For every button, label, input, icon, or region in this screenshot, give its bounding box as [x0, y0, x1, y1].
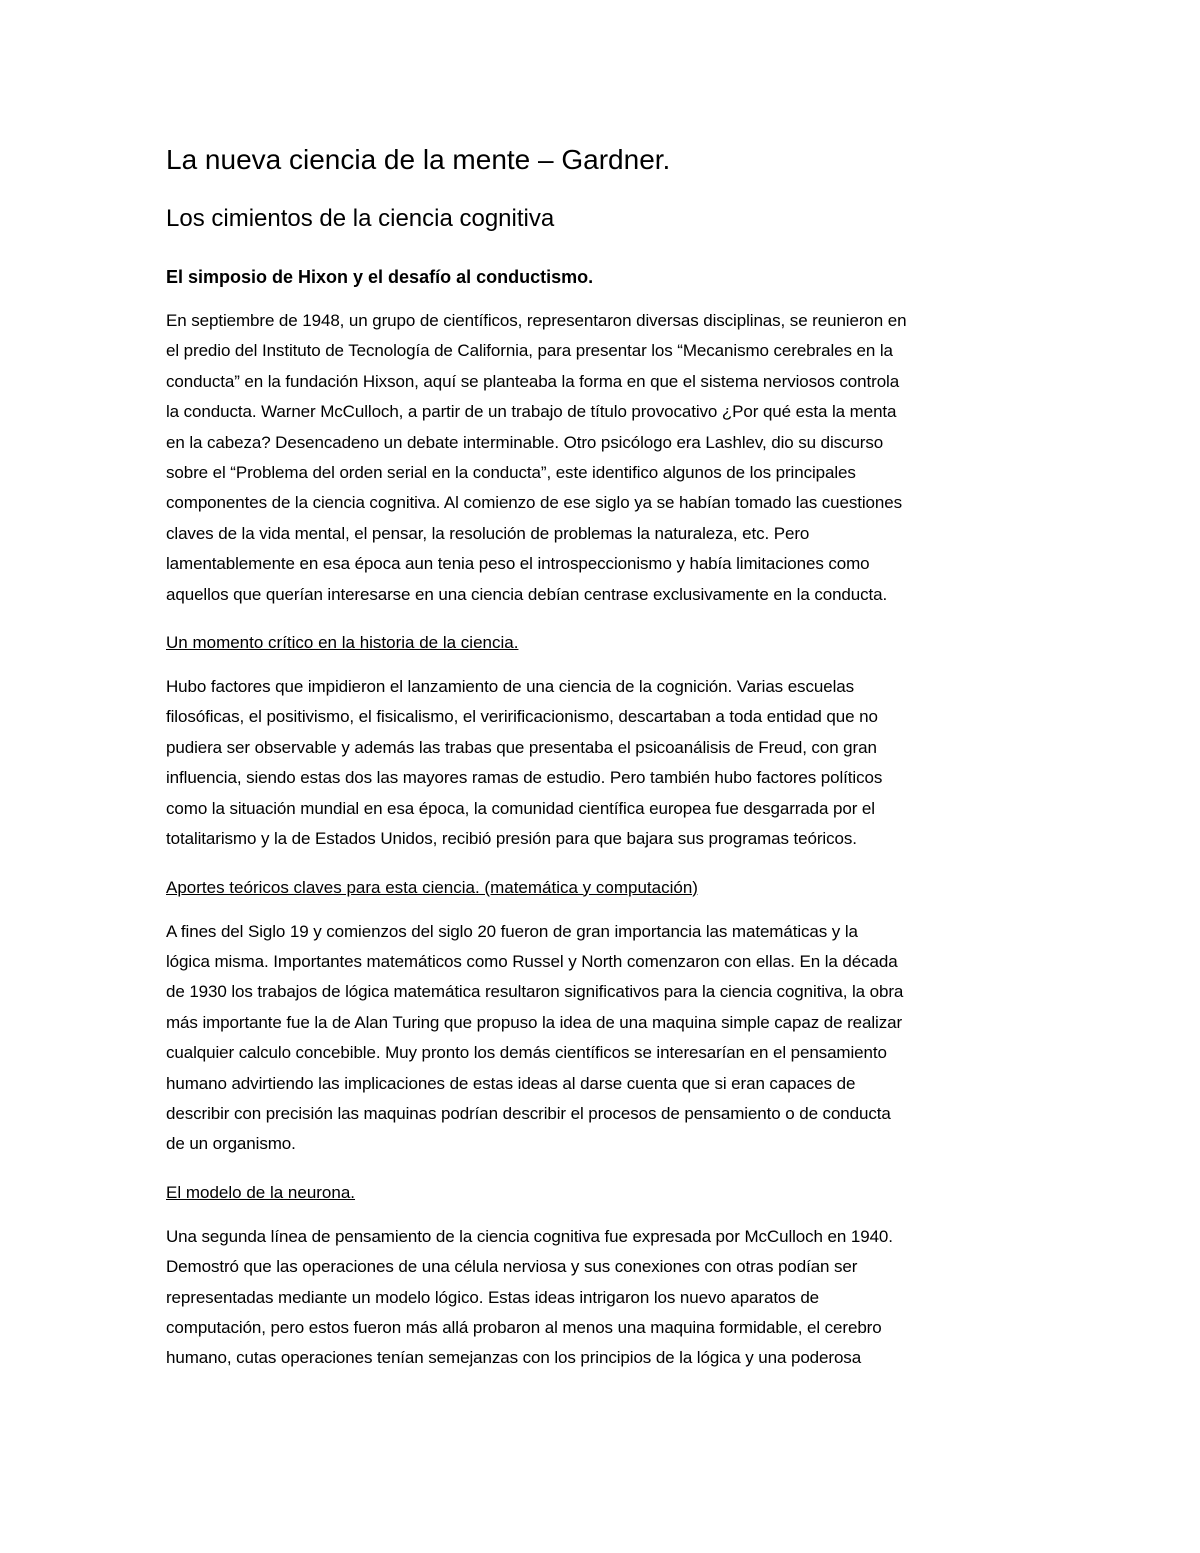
paragraph-neuron-model: [166, 1222, 1046, 1374]
text-line: como la situación mundial en esa época, la comunidad científica europea fue desgarrada por el: [166, 798, 875, 818]
text-line: Una segunda línea de pensamiento de la ciencia cognitiva fue expresada por McCulloch en 1940.: [166, 1226, 893, 1246]
text-line: computación, pero estos fueron más allá probaron al menos una maquina formidable, el cerebro: [166, 1317, 882, 1337]
text-line: filosóficas, el positivismo, el fisicalismo, el veririficacionismo, descartaban a toda entidad que no: [166, 707, 878, 727]
text-line: lógica misma. Importantes matemáticos como Russel y North comenzaron con ellas. En la década: [166, 951, 898, 971]
text-line: influencia, siendo estas dos las mayores ramas de estudio. Pero también hubo factores políticos: [166, 768, 883, 788]
text-line: de 1930 los trabajos de lógica matemática resultaron significativos para la ciencia cognitiva, la obra: [166, 982, 904, 1002]
text-line: en la cabeza? Desencadeno un debate interminable. Otro psicólogo era Lashlev, dio su discurso: [166, 432, 884, 452]
paragraph-critical-moment: [166, 672, 1046, 854]
text-line: humano advirtiendo las implicaciones de estas ideas al darse cuenta que si eran capaces de: [166, 1073, 856, 1093]
text-line: componentes de la ciencia cognitiva. Al comienzo de ese siglo ya se habían tomado las cuestiones: [166, 493, 903, 513]
text-line: humano, cutas operaciones tenían semejanzas con los principios de la lógica y una poderosa: [166, 1348, 862, 1368]
text-line: A fines del Siglo 19 y comienzos del siglo 20 fueron de gran importancia las matemáticas y la: [166, 921, 858, 941]
section-heading-neuron-model: El modelo de la neurona.: [166, 1182, 356, 1202]
text-line: cualquier calculo concebible. Muy pronto los demás científicos se interesarían en el pensamiento: [166, 1043, 887, 1063]
text-line: Demostró que las operaciones de una célula nerviosa y sus conexiones con otras podían ser: [166, 1257, 858, 1277]
document-subtitle: Los cimientos de la ciencia cognitiva: [166, 205, 555, 232]
text-line: la conducta. Warner McCulloch, a partir de un trabajo de título provocativo ¿Por qué esta la menta: [166, 402, 897, 422]
text-line: pudiera ser observable y además las trabas que presentaba el psicoanálisis de Freud, con gran: [166, 737, 877, 757]
text-line: En septiembre de 1948, un grupo de científicos, representaron diversas disciplinas, se reunieron en: [166, 311, 907, 330]
paragraph-hixon-symposium: [166, 306, 1046, 610]
text-line: más importante fue la de Alan Turing que propuso la idea de una maquina simple capaz de realizar: [166, 1012, 903, 1032]
text-line: totalitarismo y la de Estados Unidos, recibió presión para que bajara sus programas teóricos.: [166, 829, 857, 849]
text-line: describir con precisión las maquinas podrían describir el procesos de pensamiento o de conducta: [166, 1103, 891, 1123]
section-heading-hixon: El simposio de Hixon y el desafío al conductismo.: [166, 267, 594, 287]
text-line: lamentablemente en esa época aun tenia peso el introspeccionismo y había limitaciones como: [166, 554, 870, 574]
section-heading-theoretical-contributions: Aportes teóricos claves para esta ciencia. (matemática y computación): [166, 877, 698, 897]
text-line: conducta” en la fundación Hixson, aquí se planteaba la forma en que el sistema nerviosos controla: [166, 371, 900, 391]
text-line: sobre el “Problema del orden serial en la conducta”, este identifico algunos de los principales: [166, 463, 856, 483]
text-line: de un organismo.: [166, 1134, 296, 1154]
text-line: el predio del Instituto de Tecnología de California, para presentar los “Mecanismo cerebrales en la: [166, 341, 893, 361]
document-title: La nueva ciencia de la mente – Gardner.: [166, 144, 671, 175]
text-line: aquellos que querían interesarse en una ciencia debían centrase exclusivamente en la conducta.: [166, 584, 888, 604]
text-line: representadas mediante un modelo lógico. Estas ideas intrigaron los nuevo aparatos de: [166, 1287, 820, 1307]
section-heading-critical-moment: Un momento crítico en la historia de la ciencia.: [166, 633, 519, 653]
text-line: claves de la vida mental, el pensar, la resolución de problemas la naturaleza, etc. Pero: [166, 523, 810, 543]
document-page: [166, 140, 1046, 1374]
paragraph-theoretical-contributions: [166, 917, 1046, 1160]
text-line: Hubo factores que impidieron el lanzamiento de una ciencia de la cognición. Varias escuelas: [166, 677, 855, 697]
